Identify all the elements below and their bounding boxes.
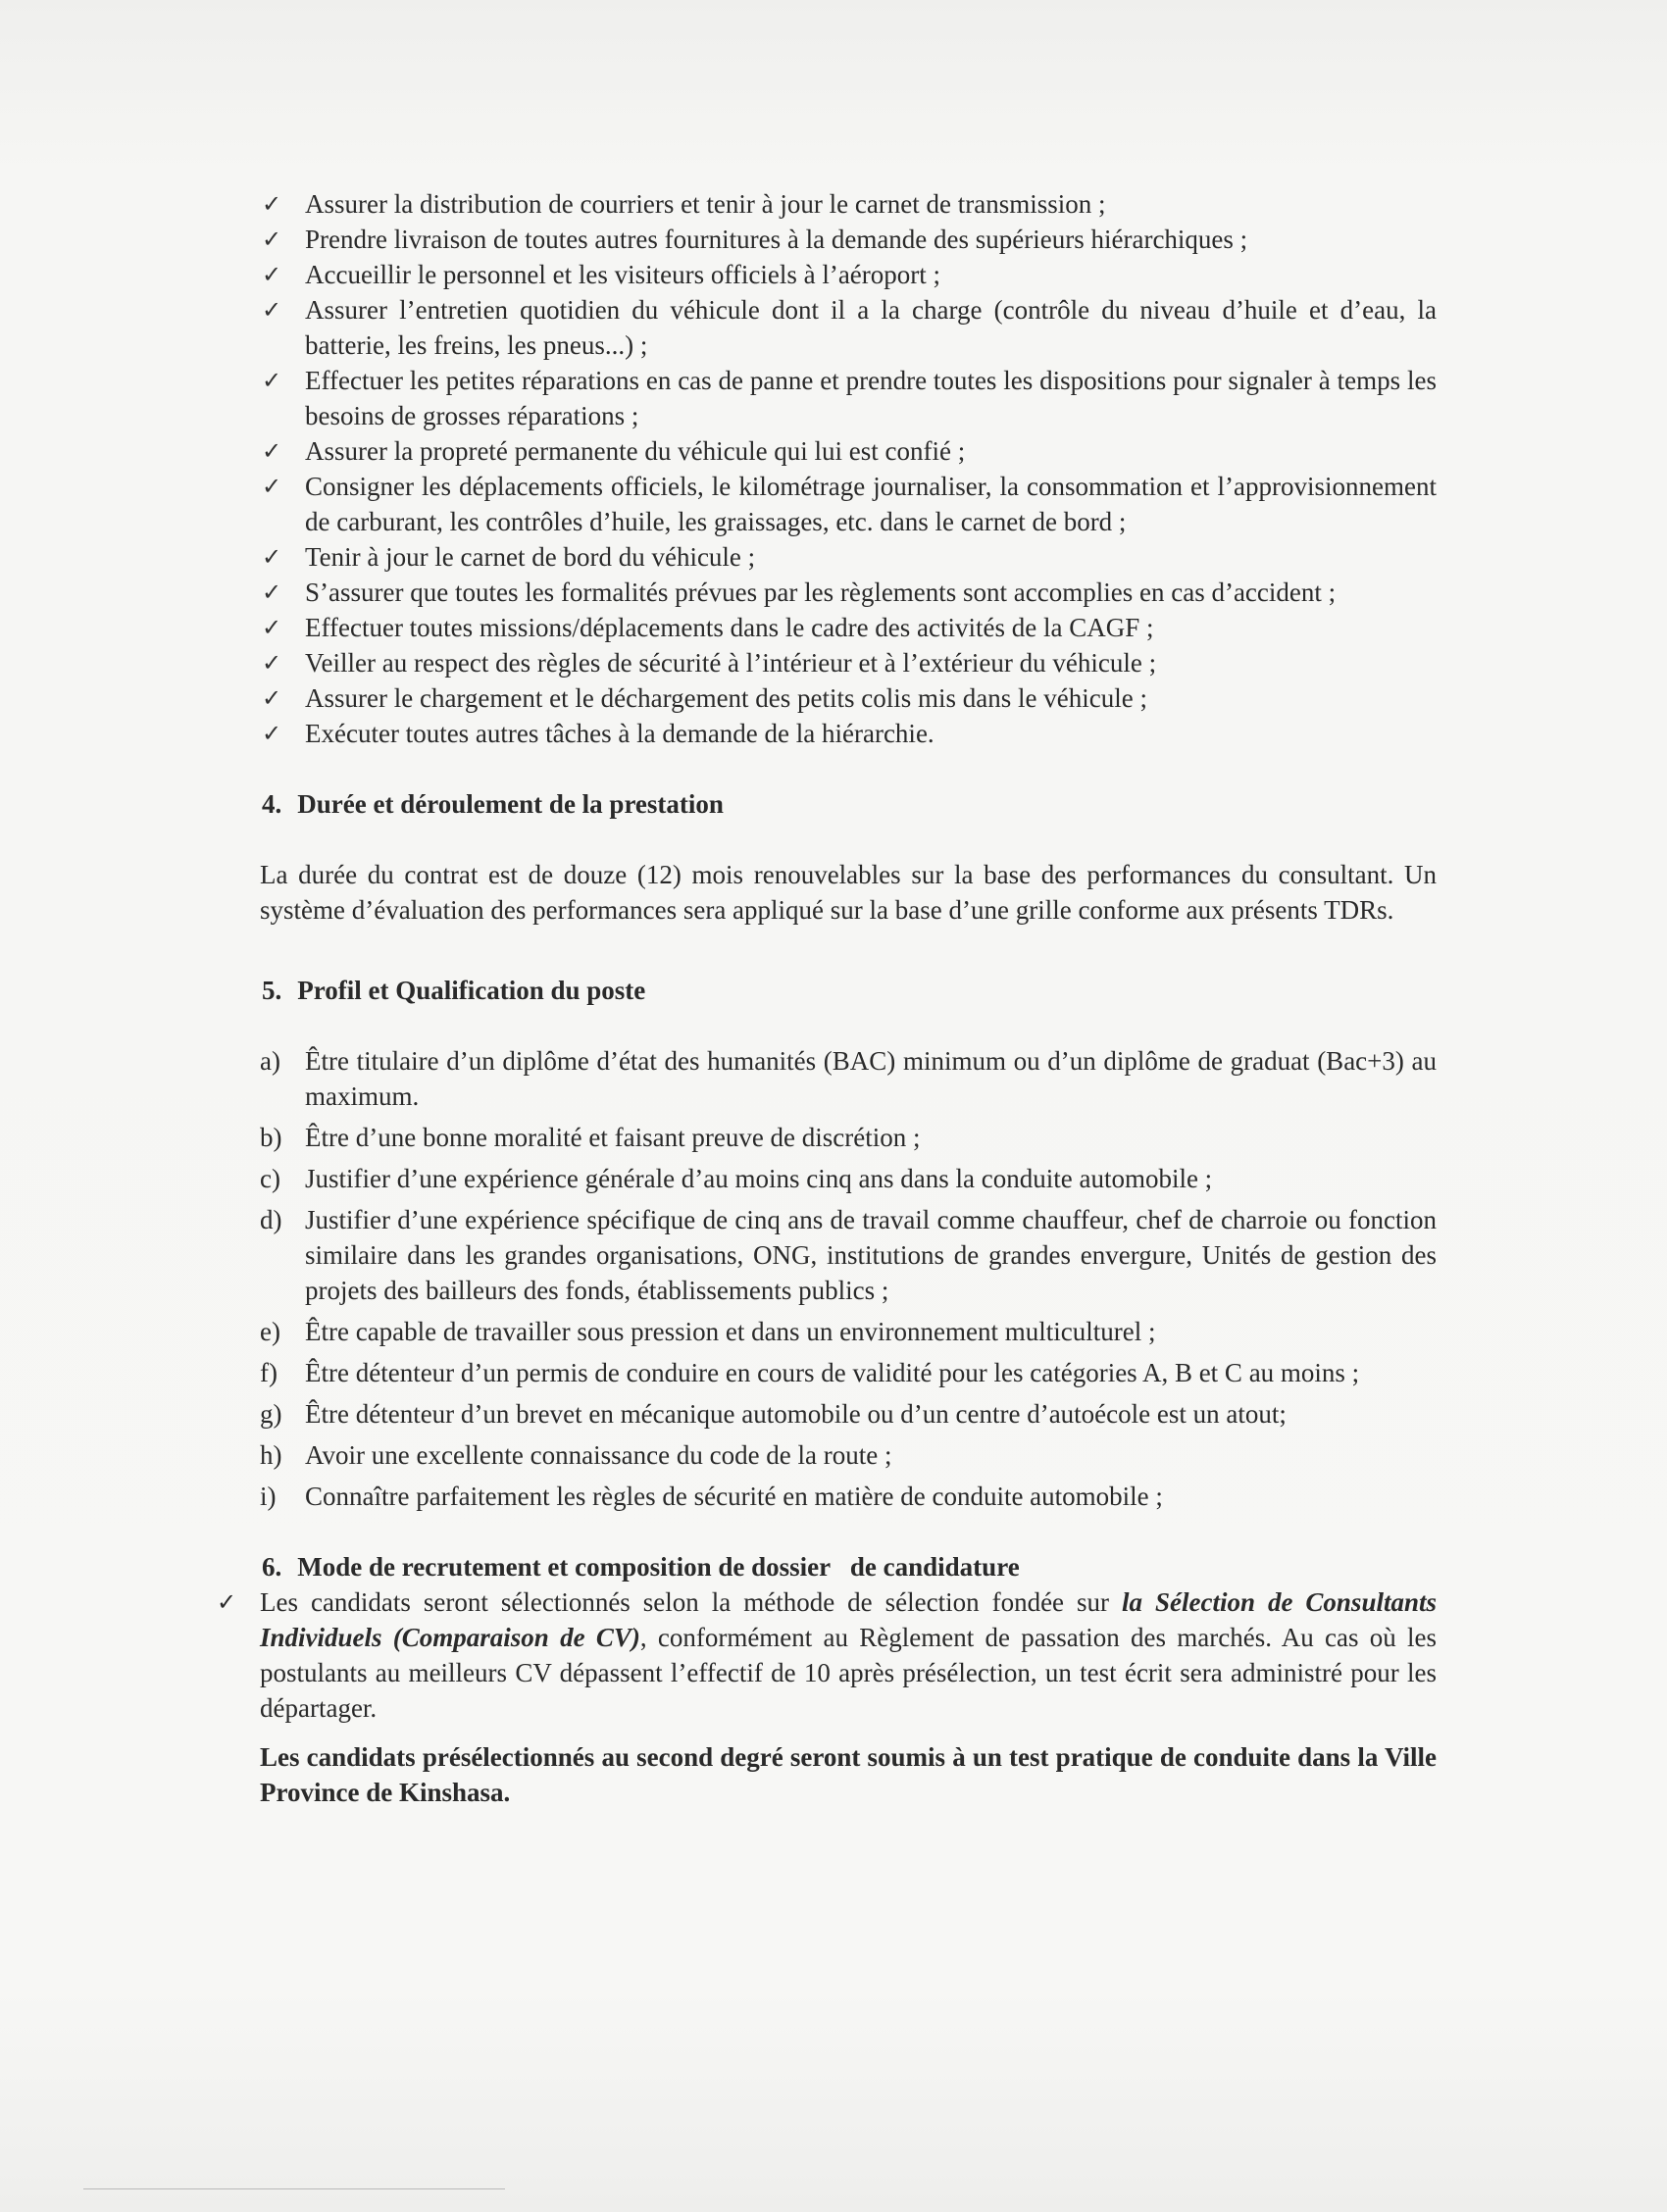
list-item: ✓ Consigner les déplacements officiels, le kilométrage journaliser, la consommation et l’approvisionnement de carburant, les contrôles d’huile, les graissages, etc. dans le carnet de bord ; [260, 469, 1437, 539]
selection-method: la Sélection de Consultants Individuels (Comparaison de CV) [260, 1587, 1437, 1652]
list-item: c) Justifier d’une expérience générale d’au moins cinq ans dans la conduite automobile ; [260, 1164, 1213, 1193]
section-6-heading [260, 1549, 1437, 1584]
section-title: Profil et Qualification du poste [297, 976, 646, 1005]
list-item: ✓ Assurer la propreté permanente du véhicule qui lui est confié ; [260, 433, 1437, 469]
checkmark-icon: ✓ [262, 190, 282, 218]
section-4-body: La durée du contrat est de douze (12) mois renouvelables sur la base des performances du consultant. Un système d’évaluation des performances sera appliqué sur la base d’une grille conforme aux présents TDRs. [260, 860, 1437, 925]
section-number: 6. [262, 1552, 282, 1582]
section-6-body: ✓ Les candidats seront sélectionnés selon la méthode de sélection fondée sur la Sélection de Consultants Individuels (Comparaison de CV), conformément au Règlement de passation des marchés. Au cas où les postulants au meilleurs CV dépassent l’effectif de 10 après présélection, un test écrit sera administré pour les départager. [260, 1584, 1437, 1726]
list-item: a) Être titulaire d’un diplôme d’état des humanités (BAC) minimum ou d’un diplôme de graduat (Bac+3) au maximum. [260, 1046, 1437, 1111]
checkmark-icon: ✓ [262, 367, 282, 394]
checkmark-icon: ✓ [262, 296, 282, 324]
checkmark-icon: ✓ [262, 684, 282, 712]
section-number: 4. [262, 789, 282, 819]
list-item: i) Connaître parfaitement les règles de sécurité en matière de conduite automobile ; [260, 1482, 1163, 1511]
checkmark-icon: ✓ [262, 261, 282, 288]
checkmark-icon: ✓ [262, 649, 282, 677]
list-item: ✓ Prendre livraison de toutes autres fournitures à la demande des supérieurs hiérarchiques ; [260, 222, 1437, 257]
list-item: ✓ Assurer l’entretien quotidien du véhicule dont il a la charge (contrôle du niveau d’huile et d’eau, la batterie, les freins, les pneus...) ; [260, 292, 1437, 363]
checkmark-icon: ✓ [262, 720, 282, 747]
duties-list [260, 186, 1437, 751]
list-item: h) Avoir une excellente connaissance du code de la route ; [260, 1440, 892, 1470]
list-item: ✓ Tenir à jour le carnet de bord du véhicule ; [260, 539, 1437, 575]
checkmark-icon: ✓ [217, 1588, 237, 1616]
list-item: ✓ Accueillir le personnel et les visiteurs officiels à l’aéroport ; [260, 257, 1437, 292]
list-item: ✓ Veiller au respect des règles de sécurité à l’intérieur et à l’extérieur du véhicule ; [260, 645, 1437, 680]
qualifications-list [260, 1043, 1437, 1514]
document-content [217, 186, 1438, 1810]
list-item: g) Être détenteur d’un brevet en mécanique automobile ou d’un centre d’autoécole est un atout; [260, 1399, 1287, 1429]
checkmark-icon: ✓ [262, 437, 282, 465]
list-item: e) Être capable de travailler sous pression et dans un environnement multiculturel ; [260, 1317, 1156, 1346]
section-title: Durée et déroulement de la prestation [297, 789, 724, 819]
checkmark-icon: ✓ [262, 473, 282, 500]
list-item: ✓ Effectuer les petites réparations en cas de panne et prendre toutes les dispositions pour signaler à temps les besoins de grosses réparations ; [260, 363, 1437, 433]
list-item: b) Être d’une bonne moralité et faisant preuve de discrétion ; [260, 1123, 921, 1152]
footer-rule [83, 2188, 505, 2189]
list-item: d) Justifier d’une expérience spécifique de cinq ans de travail comme chauffeur, chef de charroie ou fonction similaire dans les grandes organisations, ONG, institutions de grandes envergure, Unités de gestion des projets des bailleurs des fonds, établissements publics ; [260, 1205, 1437, 1305]
section-title: Mode de recrutement et composition de dossier de candidature [297, 1552, 1020, 1582]
checkmark-icon: ✓ [262, 614, 282, 641]
list-item: ✓ Exécuter toutes autres tâches à la demande de la hiérarchie. [260, 716, 1437, 751]
list-item: ✓ Assurer la distribution de courriers et tenir à jour le carnet de transmission ; [260, 186, 1437, 222]
list-item: ✓ S’assurer que toutes les formalités prévues par les règlements sont accomplies en cas d’accident ; [260, 575, 1437, 610]
checkmark-icon: ✓ [262, 578, 282, 606]
list-item: f) Être détenteur d’un permis de conduire en cours de validité pour les catégories A, B et C au moins ; [260, 1358, 1360, 1387]
list-item: ✓ Effectuer toutes missions/déplacements dans le cadre des activités de la CAGF ; [260, 610, 1437, 645]
list-item: ✓ Assurer le chargement et le déchargement des petits colis mis dans le véhicule ; [260, 680, 1437, 716]
section-4-heading [260, 786, 1437, 822]
checkmark-icon: ✓ [262, 543, 282, 571]
section-6-bold-paragraph: Les candidats présélectionnés au second degré seront soumis à un test pratique de conduite dans la Ville Province de Kinshasa. [260, 1742, 1437, 1807]
checkmark-icon: ✓ [262, 226, 282, 253]
section-number: 5. [262, 976, 282, 1005]
section-5-heading [260, 973, 1437, 1008]
